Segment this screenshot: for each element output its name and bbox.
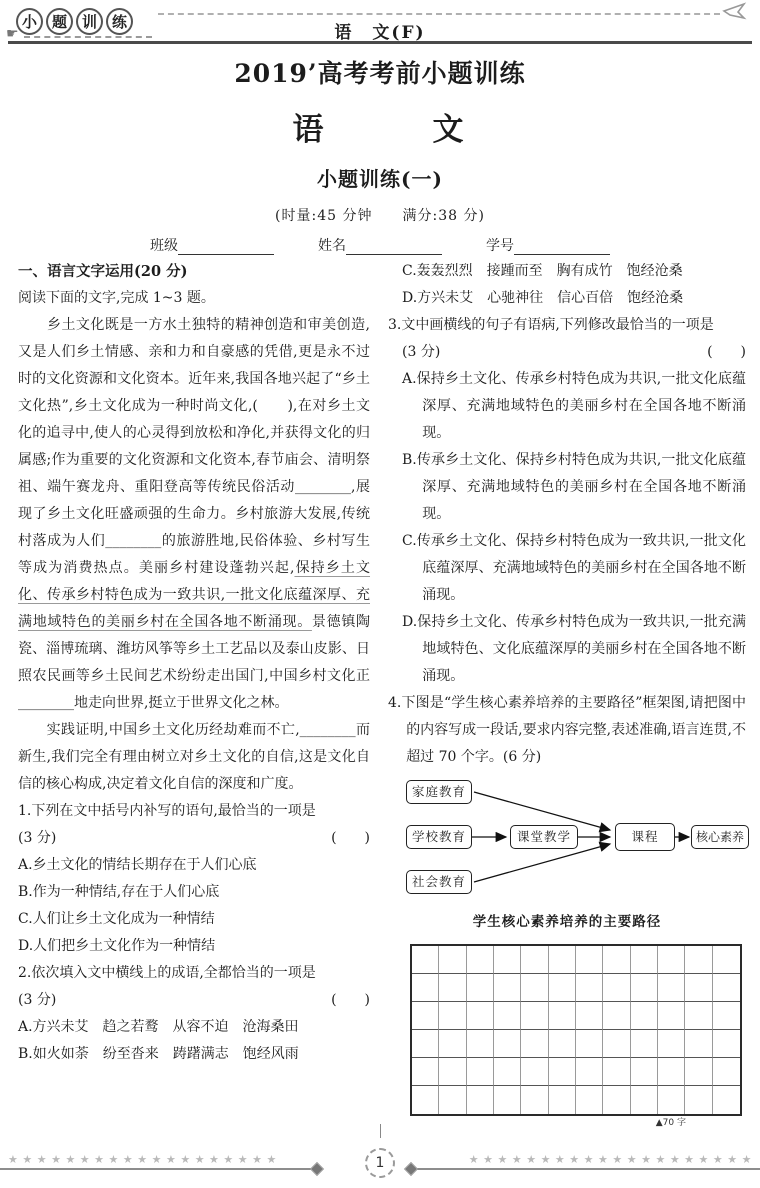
grid-cell[interactable] xyxy=(412,1086,439,1114)
passage-underlined-sentence: 保持乡土文化、传承乡村特色成为一致共识,一批文化底蕴深厚、充满地域特色的美丽乡村在全国各地不断涌现。 xyxy=(18,560,371,630)
grid-cell[interactable] xyxy=(631,1058,658,1086)
footer-line-right xyxy=(410,1168,760,1170)
grid-cell[interactable] xyxy=(603,1002,630,1030)
logo-char: 小 xyxy=(16,8,43,35)
grid-cell[interactable] xyxy=(685,1058,712,1086)
title-block xyxy=(0,54,760,255)
grid-cell[interactable] xyxy=(494,1030,521,1058)
grid-cell[interactable] xyxy=(521,946,548,974)
q2-answer-bracket[interactable]: ( ) xyxy=(331,992,370,1008)
grid-cell[interactable] xyxy=(467,974,494,1002)
grid-cell[interactable] xyxy=(658,1002,685,1030)
grid-cell[interactable] xyxy=(439,1030,466,1058)
grid-cell[interactable] xyxy=(631,974,658,1002)
grid-cell[interactable] xyxy=(713,1058,740,1086)
grid-cell[interactable] xyxy=(576,1002,603,1030)
grid-cell[interactable] xyxy=(521,1086,548,1114)
grid-cell[interactable] xyxy=(685,1086,712,1114)
class-input-blank[interactable] xyxy=(178,239,274,255)
grid-cell[interactable] xyxy=(494,1058,521,1086)
grid-cell[interactable] xyxy=(549,946,576,974)
grid-cell[interactable] xyxy=(685,974,712,1002)
hand-pointer-icon: ☛ xyxy=(6,26,19,42)
grid-cell[interactable] xyxy=(439,946,466,974)
page-header xyxy=(0,0,760,48)
q4-stem: 4.下图是“学生核心素养培养的主要路径”框架图,请把图中的内容写成一段话,要求内容完整,表述准确,语言连贯,不超过 70 个字。(6 分) xyxy=(388,695,746,765)
grid-cell[interactable] xyxy=(631,1086,658,1114)
page-footer xyxy=(0,1132,760,1178)
grid-cell[interactable] xyxy=(467,946,494,974)
grid-cell[interactable] xyxy=(631,1030,658,1058)
writing-grid[interactable] xyxy=(410,944,742,1116)
q1-option-a: A.乡土文化的情结长期存在于人们心底 xyxy=(18,857,257,873)
q2-score: (3 分) xyxy=(18,992,57,1008)
q1-option-d: D.人们把乡土文化作为一种情结 xyxy=(18,938,216,954)
grid-cell[interactable] xyxy=(713,974,740,1002)
grid-cell[interactable] xyxy=(658,1058,685,1086)
logo-char: 训 xyxy=(76,8,103,35)
framework-diagram xyxy=(388,779,750,905)
question-3 xyxy=(388,312,746,690)
q2-stem: 2.依次填入文中横线上的成语,全都恰当的一项是 xyxy=(18,965,316,981)
grid-cell[interactable] xyxy=(439,1086,466,1114)
id-label: 学号 xyxy=(486,238,514,254)
q1-stem: 1.下列在文中括号内补写的语句,最恰当的一项是 xyxy=(18,803,316,819)
question-2 xyxy=(18,960,370,1068)
diagram-box-society: 社会教育 xyxy=(406,870,472,894)
passage-text: 景德镇陶瓷、淄博琉璃、潍坊风筝等乡土工艺品以及泰山皮影、日照农民画等乡土民间艺术纷纷走出国门,中国乡村文化正________地走向世界,挺立于世界文化之林。 xyxy=(18,614,371,711)
footer-right-ornament xyxy=(410,1153,760,1170)
footer-stars-left: ★★★★★★★★★★★★★★★★★★★ xyxy=(8,1153,281,1166)
passage-text: 乡土文化既是一方水土独特的精神创造和审美创造,又是人们乡土情感、亲和力和自豪感的凭借,更是永不过时的文化资源和文化资本。近年来,我国各地兴起了“乡土文化热”,乡土文化成为一种时尚文化,( ),在对乡土文化的追寻中,使人的心灵得到放松和净化,并获得文化的归属感;作为重要的文化资源和文化资本,春节庙会、清明祭祖、端午赛龙舟、重阳登高等传统民俗活动________,展现了乡土文化旺盛顽强的生命力。乡村旅游大发展,传统村落成为人们________的旅游胜地,民俗体验、乡村写生等成为消费热点。美丽乡村建设蓬勃兴起, xyxy=(18,317,370,576)
q3-option-d: D.保持乡土文化、传承乡村特色成为一致共识,一批充满地域特色、文化底蕴深厚的美丽乡村在全国各地不断涌现。 xyxy=(402,614,746,684)
footer-center-tick xyxy=(380,1124,381,1138)
time-score-meta: (时量:45 分钟 满分:38 分) xyxy=(275,208,485,224)
class-label: 班级 xyxy=(150,238,178,254)
diagram-box-family: 家庭教育 xyxy=(406,780,472,804)
header-double-rule xyxy=(8,41,752,44)
q3-option-b: B.传承乡土文化、保持乡村特色成为共识,一批文化底蕴深厚、充满地域特色的美丽乡村在全国各地不断涌现。 xyxy=(402,452,746,522)
q3-option-c: C.传承乡土文化、保持乡村特色成为一致共识,一批文化底蕴深厚、充满地域特色的美丽乡村在全国各地不断涌现。 xyxy=(402,533,746,603)
footer-line-left xyxy=(0,1168,318,1170)
grid-cell[interactable] xyxy=(412,1002,439,1030)
grid-cell[interactable] xyxy=(713,1086,740,1114)
grid-cell[interactable] xyxy=(521,1030,548,1058)
q2-option-c: C.轰轰烈烈 接踵而至 胸有成竹 饱经沧桑 xyxy=(402,263,683,279)
grid-cell[interactable] xyxy=(603,1058,630,1086)
grid-cell[interactable] xyxy=(713,1002,740,1030)
q1-option-b: B.作为一种情结,存在于人们心底 xyxy=(18,884,220,900)
grid-cell[interactable] xyxy=(658,1086,685,1114)
grid-cell[interactable] xyxy=(412,946,439,974)
diagram-box-school: 学校教育 xyxy=(406,825,472,849)
grid-cell[interactable] xyxy=(494,1002,521,1030)
footer-left-ornament xyxy=(0,1153,318,1170)
grid-cell[interactable] xyxy=(685,1002,712,1030)
grid-cell[interactable] xyxy=(658,1030,685,1058)
grid-cell[interactable] xyxy=(549,1002,576,1030)
grid-cell[interactable] xyxy=(549,974,576,1002)
grid-cell[interactable] xyxy=(603,974,630,1002)
page-number-badge: 1 xyxy=(365,1148,395,1178)
grid-cell[interactable] xyxy=(439,974,466,1002)
right-column xyxy=(388,258,746,1130)
header-dashed-line xyxy=(158,13,720,15)
diagram-box-competence: 核心素养 xyxy=(691,825,749,849)
grid-cell[interactable] xyxy=(576,1086,603,1114)
logo-char: 题 xyxy=(46,8,73,35)
grid-cell[interactable] xyxy=(521,1002,548,1030)
diagram-box-classroom: 课堂教学 xyxy=(510,825,578,849)
grid-cell[interactable] xyxy=(494,1086,521,1114)
grid-cell[interactable] xyxy=(631,1002,658,1030)
q2-option-a: A.方兴未艾 趋之若鹜 从容不迫 沧海桑田 xyxy=(18,1019,299,1035)
grid-cell[interactable] xyxy=(467,1002,494,1030)
grid-cell[interactable] xyxy=(685,946,712,974)
grid-cell[interactable] xyxy=(412,1058,439,1086)
grid-cell[interactable] xyxy=(467,1086,494,1114)
q1-option-c: C.人们让乡土文化成为一种情结 xyxy=(18,911,215,927)
grid-cell[interactable] xyxy=(439,1058,466,1086)
question-1 xyxy=(18,798,370,960)
grid-cell[interactable] xyxy=(467,1030,494,1058)
logo-char: 练 xyxy=(106,8,133,35)
name-input-blank[interactable] xyxy=(346,239,442,255)
grid-cell[interactable] xyxy=(603,1086,630,1114)
grid-cell[interactable] xyxy=(658,974,685,1002)
footer-stars-right: ★★★★★★★★★★★★★★★★★★★★ xyxy=(468,1153,756,1166)
reading-intro: 阅读下面的文字,完成 1~3 题。 xyxy=(18,290,215,306)
question-4 xyxy=(388,690,746,1130)
grid-cell[interactable] xyxy=(576,946,603,974)
id-input-blank[interactable] xyxy=(514,239,610,255)
grid-cell[interactable] xyxy=(631,946,658,974)
q1-answer-bracket[interactable]: ( ) xyxy=(331,830,370,846)
grid-cell[interactable] xyxy=(658,946,685,974)
grid-cell[interactable] xyxy=(521,974,548,1002)
grid-cell[interactable] xyxy=(713,1030,740,1058)
subject-title: 语 文 xyxy=(292,112,468,148)
q2-option-b: B.如火如荼 纷至沓来 踌躇满志 饱经风雨 xyxy=(18,1046,299,1062)
q1-score: (3 分) xyxy=(18,830,57,846)
diagram-box-curriculum: 课程 xyxy=(615,823,675,851)
grid-cell[interactable] xyxy=(549,1030,576,1058)
grid-cell[interactable] xyxy=(603,946,630,974)
grid-cell[interactable] xyxy=(494,974,521,1002)
passage-paragraph-2: 实践证明,中国乡土文化历经劫难而不亡,________而新生,我们完全有理由树立对乡土文化的自信,这是文化自信的核心构成,决定着文化自信的深度和广度。 xyxy=(18,722,370,792)
name-label: 姓名 xyxy=(318,238,346,254)
grid-cell[interactable] xyxy=(467,1058,494,1086)
grid-cell[interactable] xyxy=(412,1030,439,1058)
grid-cell[interactable] xyxy=(494,946,521,974)
section-heading: 一、语言文字运用(20 分) xyxy=(18,263,188,280)
grid-cell[interactable] xyxy=(521,1058,548,1086)
q3-stem: 3.文中画横线的句子有语病,下列修改最恰当的一项是 xyxy=(388,317,714,333)
grid-cell[interactable] xyxy=(685,1030,712,1058)
series-title: 小题训练(一) xyxy=(317,167,443,191)
reading-passage xyxy=(18,312,370,798)
grid-cell[interactable] xyxy=(713,946,740,974)
q2-option-d: D.方兴未艾 心驰神往 信心百倍 饱经沧桑 xyxy=(402,290,684,306)
q3-score: (3 分) xyxy=(402,344,441,360)
diagram-caption: 学生核心素养培养的主要路径 xyxy=(472,914,662,930)
grid-cell[interactable] xyxy=(549,1086,576,1114)
grid-cell[interactable] xyxy=(576,974,603,1002)
q3-option-a: A.保持乡土文化、传承乡村特色成为共识,一批文化底蕴深厚、充满地域特色的美丽乡村在全国各地不断涌现。 xyxy=(402,371,746,441)
grid-cell[interactable] xyxy=(439,1002,466,1030)
exam-title: 2019’高考考前小题训练 xyxy=(234,59,526,88)
grid-cell[interactable] xyxy=(412,974,439,1002)
student-info-row xyxy=(0,235,760,255)
left-column xyxy=(18,258,370,1068)
grid-cell[interactable] xyxy=(603,1030,630,1058)
grid-cell[interactable] xyxy=(576,1058,603,1086)
grid-cell[interactable] xyxy=(549,1058,576,1086)
grid-cell[interactable] xyxy=(576,1030,603,1058)
q3-answer-bracket[interactable]: ( ) xyxy=(707,344,746,360)
passage-paragraph-1 xyxy=(18,312,370,717)
header-subject: 语 文(F) xyxy=(334,23,426,43)
grid-70-char-marker: ▲70 字 xyxy=(655,1118,686,1128)
